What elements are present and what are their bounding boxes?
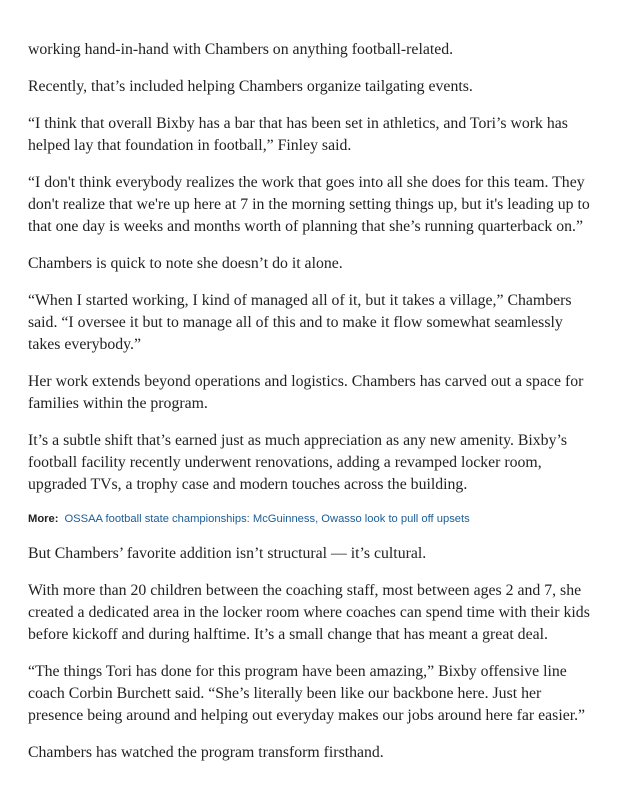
paragraph: But Chambers’ favorite addition isn’t structural — it’s cultural. — [28, 545, 427, 562]
paragraph: working hand-in-hand with Chambers on anything football-related. — [28, 41, 454, 58]
paragraph: Recently, that’s included helping Chambers organize tailgating events. — [28, 78, 473, 95]
paragraph: Her work extends beyond operations and logistics. Chambers has carved out a space for families within the program. — [28, 373, 584, 412]
paragraph: Chambers has watched the program transform firsthand. — [28, 744, 384, 761]
paragraph: Chambers is quick to note she doesn’t do it alone. — [28, 255, 343, 272]
paragraph: “The things Tori has done for this program have been amazing,” Bixby offensive line coach Corbin Burchett said. “She’s literally been like our backbone here. Just her presence being around and helping out everyday makes our jobs around here far easier.” — [28, 663, 586, 724]
more-label: More: — [28, 513, 59, 525]
paragraph: “When I started working, I kind of managed all of it, but it takes a village,” Chambers said. “I oversee it but to manage all of this and to make it flow somewhat seamlessly takes everybody.” — [28, 292, 572, 353]
related-story-link[interactable]: OSSAA football state championships: McGuinness, Owasso look to pull off upsets — [64, 513, 470, 525]
paragraph: It’s a subtle shift that’s earned just as much appreciation as any new amenity. Bixby’s football facility recently underwent renovations, adding a revamped locker room, upgraded TVs, a trophy case and modern touches across the building. — [28, 432, 568, 493]
paragraph: “I don't think everybody realizes the work that goes into all she does for this team. They don't realize that we're up here at 7 in the morning setting things up, but it's leading up to that one day is weeks and months worth of planning that she’s running quarterback on.” — [28, 174, 590, 235]
related-story — [28, 511, 590, 527]
paragraph: With more than 20 children between the coaching staff, most between ages 2 and 7, she created a dedicated area in the locker room where coaches can spend time with their kids before kickoff and during halftime. It’s a small change that has meant a great deal. — [28, 582, 590, 643]
paragraph: “I think that overall Bixby has a bar that has been set in athletics, and Tori’s work has helped lay that foundation in football,” Finley said. — [28, 115, 568, 154]
